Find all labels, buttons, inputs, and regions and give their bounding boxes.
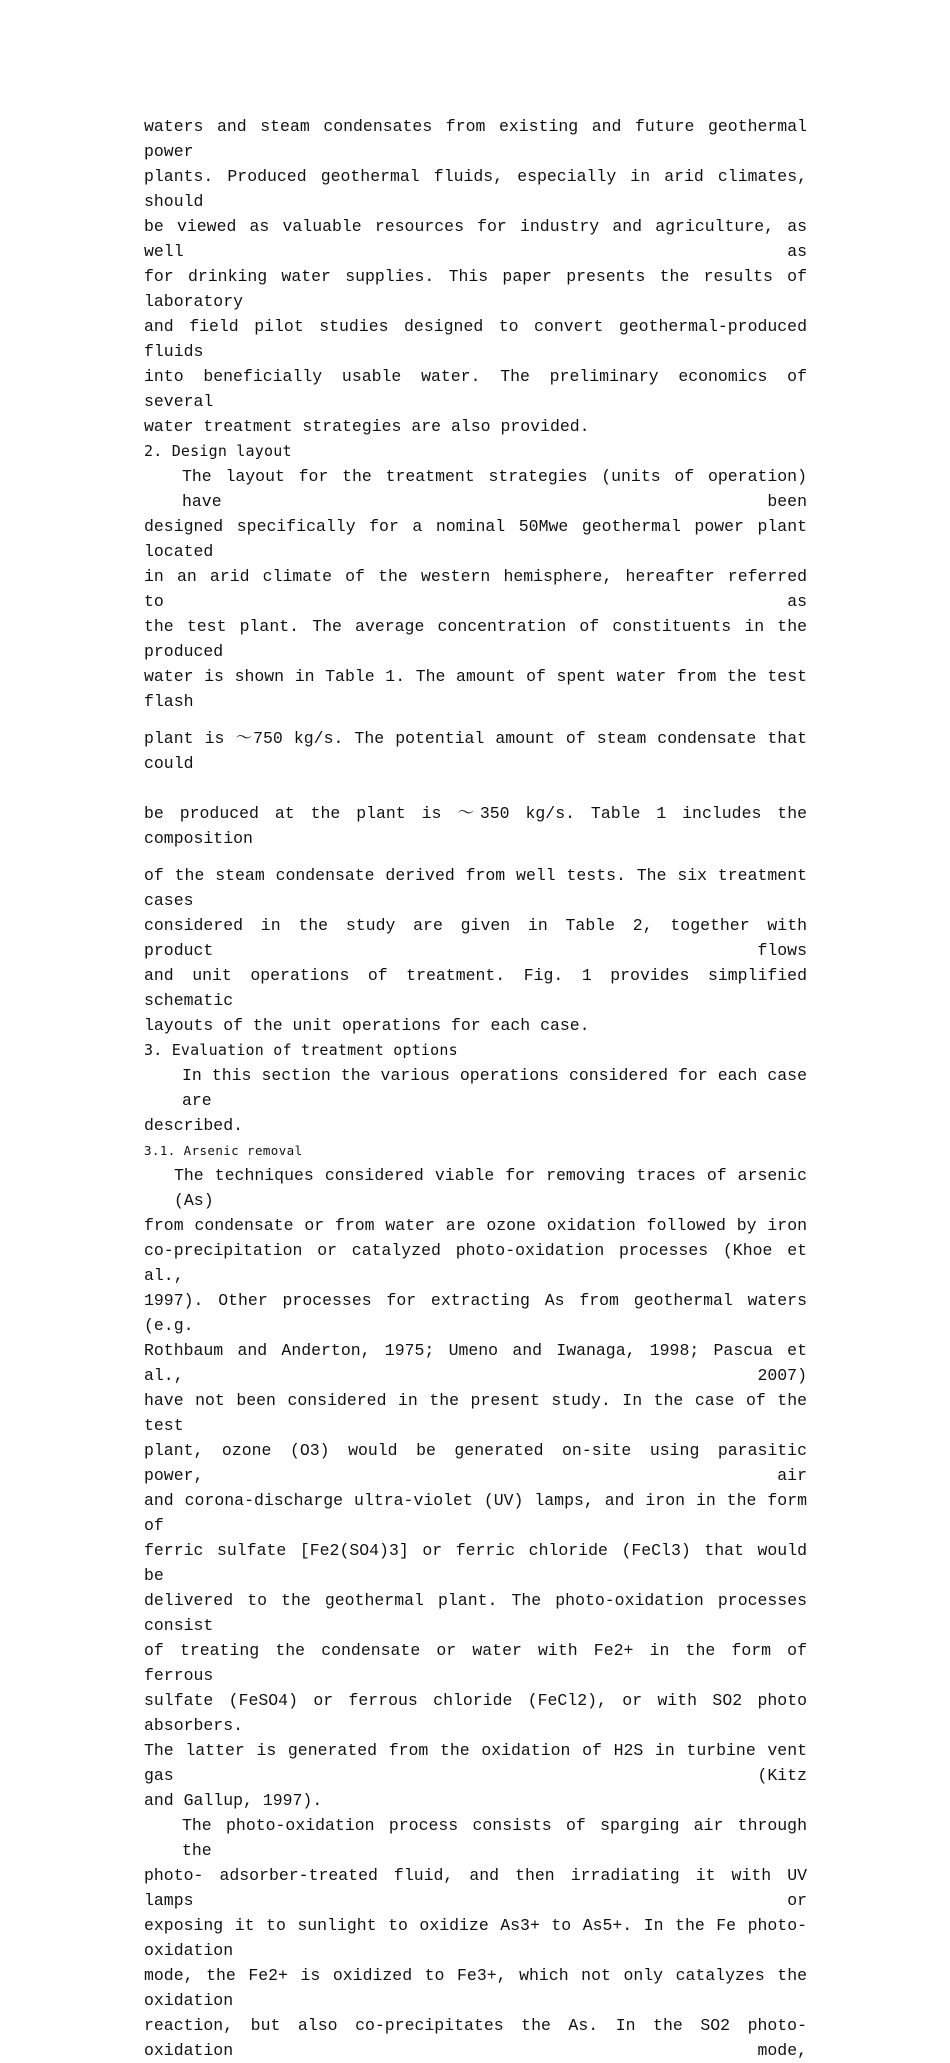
section-heading-design-layout: 2. Design layout — [144, 442, 292, 460]
evaluation-paragraph — [144, 1063, 807, 1138]
design-layout-paragraph — [144, 464, 807, 1038]
text-line: The latter is generated from the oxidation of H2S in turbine vent gas (Kitz — [144, 1741, 807, 1785]
text-line: In this section the various operations considered for each case are — [182, 1066, 807, 1110]
arsenic-paragraph-2 — [144, 1813, 807, 2063]
text-line: water is shown in Table 1. The amount of spent water from the test flash — [144, 667, 807, 711]
text-line: designed specifically for a nominal 50Mwe geothermal power plant located — [144, 517, 807, 561]
text-line: and Gallup, 1997). — [144, 1791, 323, 1810]
text-line: 1997). Other processes for extracting As from geothermal waters (e.g. — [144, 1291, 807, 1335]
text-line: Rothbaum and Anderton, 1975; Umeno and Iwanaga, 1998; Pascua et al., 2007) — [144, 1341, 807, 1385]
text-line: mode, the Fe2+ is oxidized to Fe3+, which not only catalyzes the oxidation — [144, 1966, 807, 2010]
text-line: be produced at the plant is ～350 kg/s. Table 1 includes the composition — [144, 804, 807, 848]
text-line: have not been considered in the present study. In the case of the test — [144, 1391, 807, 1435]
text-line: of the steam condensate derived from well tests. The six treatment cases — [144, 866, 807, 910]
text-line: The photo-oxidation process consists of sparging air through the — [182, 1816, 807, 1860]
text-line: plants. Produced geothermal fluids, especially in arid climates, should — [144, 167, 807, 211]
text-line: layouts of the unit operations for each case. — [144, 1016, 590, 1035]
subsection-heading-arsenic-removal: 3.1. Arsenic removal — [144, 1143, 303, 1158]
text-line: co-precipitation or catalyzed photo-oxidation processes (Khoe et al., — [144, 1241, 807, 1285]
section-heading-evaluation: 3. Evaluation of treatment options — [144, 1041, 458, 1059]
text-line: described. — [144, 1116, 244, 1135]
text-line: the test plant. The average concentration of constituents in the produced — [144, 617, 807, 661]
arsenic-paragraph-1 — [144, 1163, 807, 1813]
text-line: delivered to the geothermal plant. The photo-oxidation processes consist — [144, 1591, 807, 1635]
text-line: exposing it to sunlight to oxidize As3+ to As5+. In the Fe photo-oxidation — [144, 1916, 807, 1960]
intro-paragraph — [144, 114, 807, 439]
text-line: ferric sulfate [Fe2(SO4)3] or ferric chloride (FeCl3) that would be — [144, 1541, 807, 1585]
text-line: of treating the condensate or water with Fe2+ in the form of ferrous — [144, 1641, 807, 1685]
text-line: The techniques considered viable for removing traces of arsenic (As) — [174, 1166, 807, 1210]
text-line: plant is ～750 kg/s. The potential amount of steam condensate that could — [144, 729, 807, 773]
text-line: waters and steam condensates from existing and future geothermal power — [144, 117, 807, 161]
text-line: plant, ozone (O3) would be generated on-site using parasitic power, air — [144, 1441, 807, 1485]
text-line: and field pilot studies designed to convert geothermal-produced fluids — [144, 317, 807, 361]
text-line: be viewed as valuable resources for industry and agriculture, as well as — [144, 217, 807, 261]
document-page — [144, 114, 807, 2063]
text-line: from condensate or from water are ozone oxidation followed by iron — [144, 1216, 807, 1235]
text-line: sulfate (FeSO4) or ferrous chloride (FeCl2), or with SO2 photo absorbers. — [144, 1691, 807, 1735]
text-line: photo- adsorber-treated fluid, and then irradiating it with UV lamps or — [144, 1866, 807, 1910]
text-line: in an arid climate of the western hemisphere, hereafter referred to as — [144, 567, 807, 611]
text-line: for drinking water supplies. This paper presents the results of laboratory — [144, 267, 807, 311]
text-line: reaction, but also co-precipitates the As. In the SO2 photo-oxidation mode, — [144, 2016, 807, 2060]
text-line: into beneficially usable water. The preliminary economics of several — [144, 367, 807, 411]
text-line: and unit operations of treatment. Fig. 1 provides simplified schematic — [144, 966, 807, 1010]
text-line: water treatment strategies are also provided. — [144, 417, 590, 436]
text-line: and corona-discharge ultra-violet (UV) lamps, and iron in the form of — [144, 1491, 807, 1535]
text-line: The layout for the treatment strategies (units of operation) have been — [182, 467, 807, 511]
text-line: considered in the study are given in Table 2, together with product flows — [144, 916, 807, 960]
